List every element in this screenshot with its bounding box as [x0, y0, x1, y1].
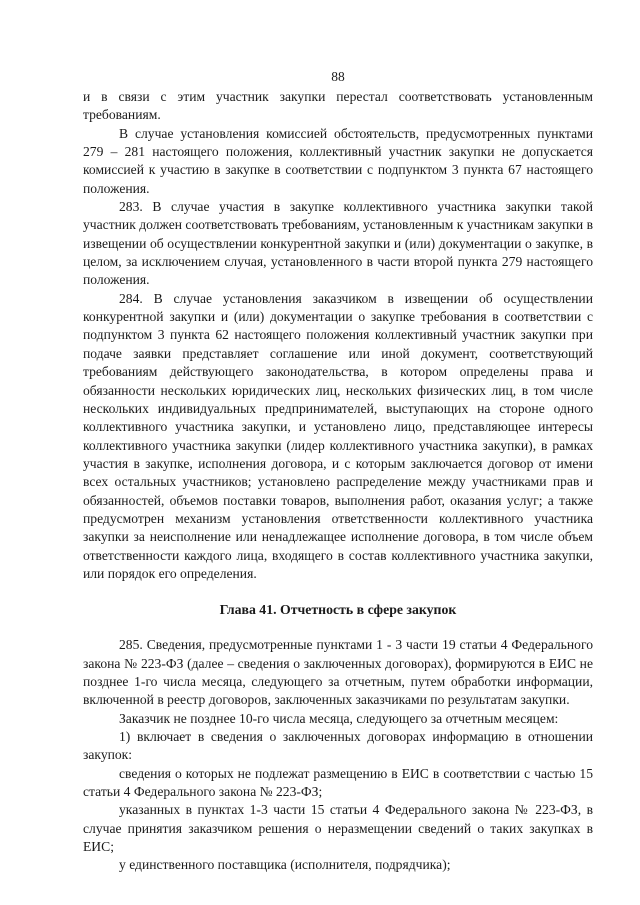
- chapter-heading: Глава 41. Отчетность в сфере закупок: [219, 602, 457, 618]
- section-before: [83, 88, 593, 583]
- paragraph: и в связи с этим участник закупки перестал соответствовать установленным требованиям.: [83, 89, 593, 123]
- paragraph-285: 285. Сведения, предусмотренные пунктами 1 - 3 части 19 статьи 4 Федерального закона № 223-ФЗ (далее – сведения о заключенных договорах), формируются в ЕИС не позднее 1-го числа месяца, следующего за отчетным, путем обработки информации, включенной в реестр договоров, заключенных заказчиками по результатам закупки.: [83, 637, 593, 708]
- list-item: указанных в пунктах 1-3 части 15 статьи 4 Федерального закона № 223-ФЗ, в случае принятия заказчиком решения о неразмещении сведений о таких закупках в ЕИС;: [83, 802, 593, 855]
- paragraph: В случае установления комиссией обстоятельств, предусмотренных пунктами 279 – 281 настоящего положения, коллективный участник закупки не допускается комиссией к участию в закупке в соответствии с подпунктом 3 пункта 67 настоящего положения.: [83, 125, 593, 196]
- list-item: сведения о которых не подлежат размещению в ЕИС в соответствии с частью 15 статьи 4 Федерального закона № 223-ФЗ;: [83, 765, 593, 800]
- paragraph-283: 283. В случае участия в закупке коллективного участника закупки такой участник должен соответствовать требованиям, установленным к участникам закупки в извещении об осуществлении конкурентной закупки и (или) документации о закупке, в целом, за исключением случая, установленного в части второй пункта 279 настоящего положения.: [83, 199, 593, 288]
- paragraph: Заказчик не позднее 10-го числа месяца, следующего за отчетным месяцем:: [119, 710, 559, 726]
- list-item: у единственного поставщика (исполнителя, подрядчика);: [119, 857, 451, 873]
- document-page: [83, 68, 593, 875]
- page-number: 88: [331, 69, 345, 84]
- section-after: [83, 636, 593, 874]
- paragraph-284: 284. В случае установления заказчиком в извещении об осуществлении конкурентной закупки и (или) документации о закупке требования в соответствии с подпунктом 3 пункта 62 настоящего положения коллективный участник закупки при подаче заявки представляет соглашение или иной документ, соответствующий требованиям действующего законодательства, в котором определены права и обязанности нескольких юридических лиц, нескольких физических лиц, в том числе нескольких индивидуальных предпринимателей, выступающих на стороне одного коллективного участника закупки, и установлено лицо, представляющее интересы коллективного участника закупки (лидер коллективного участника закупки), в рамках участия в закупке, исполнения договора, и с которым заключается договор от имени всех остальных участников; установлено распределение между участниками прав и обязанностей, объемов поставки товаров, выполнения работ, оказания услуг; а также предусмотрен механизм установления ответственности коллективного участника закупки за неисполнение или ненадлежащее исполнение договора, в том числе объем ответственности каждого лица, входящего в состав коллективного участника закупки, или порядок его определения.: [83, 290, 593, 581]
- list-item: 1) включает в сведения о заключенных договорах информацию в отношении закупок:: [83, 729, 593, 763]
